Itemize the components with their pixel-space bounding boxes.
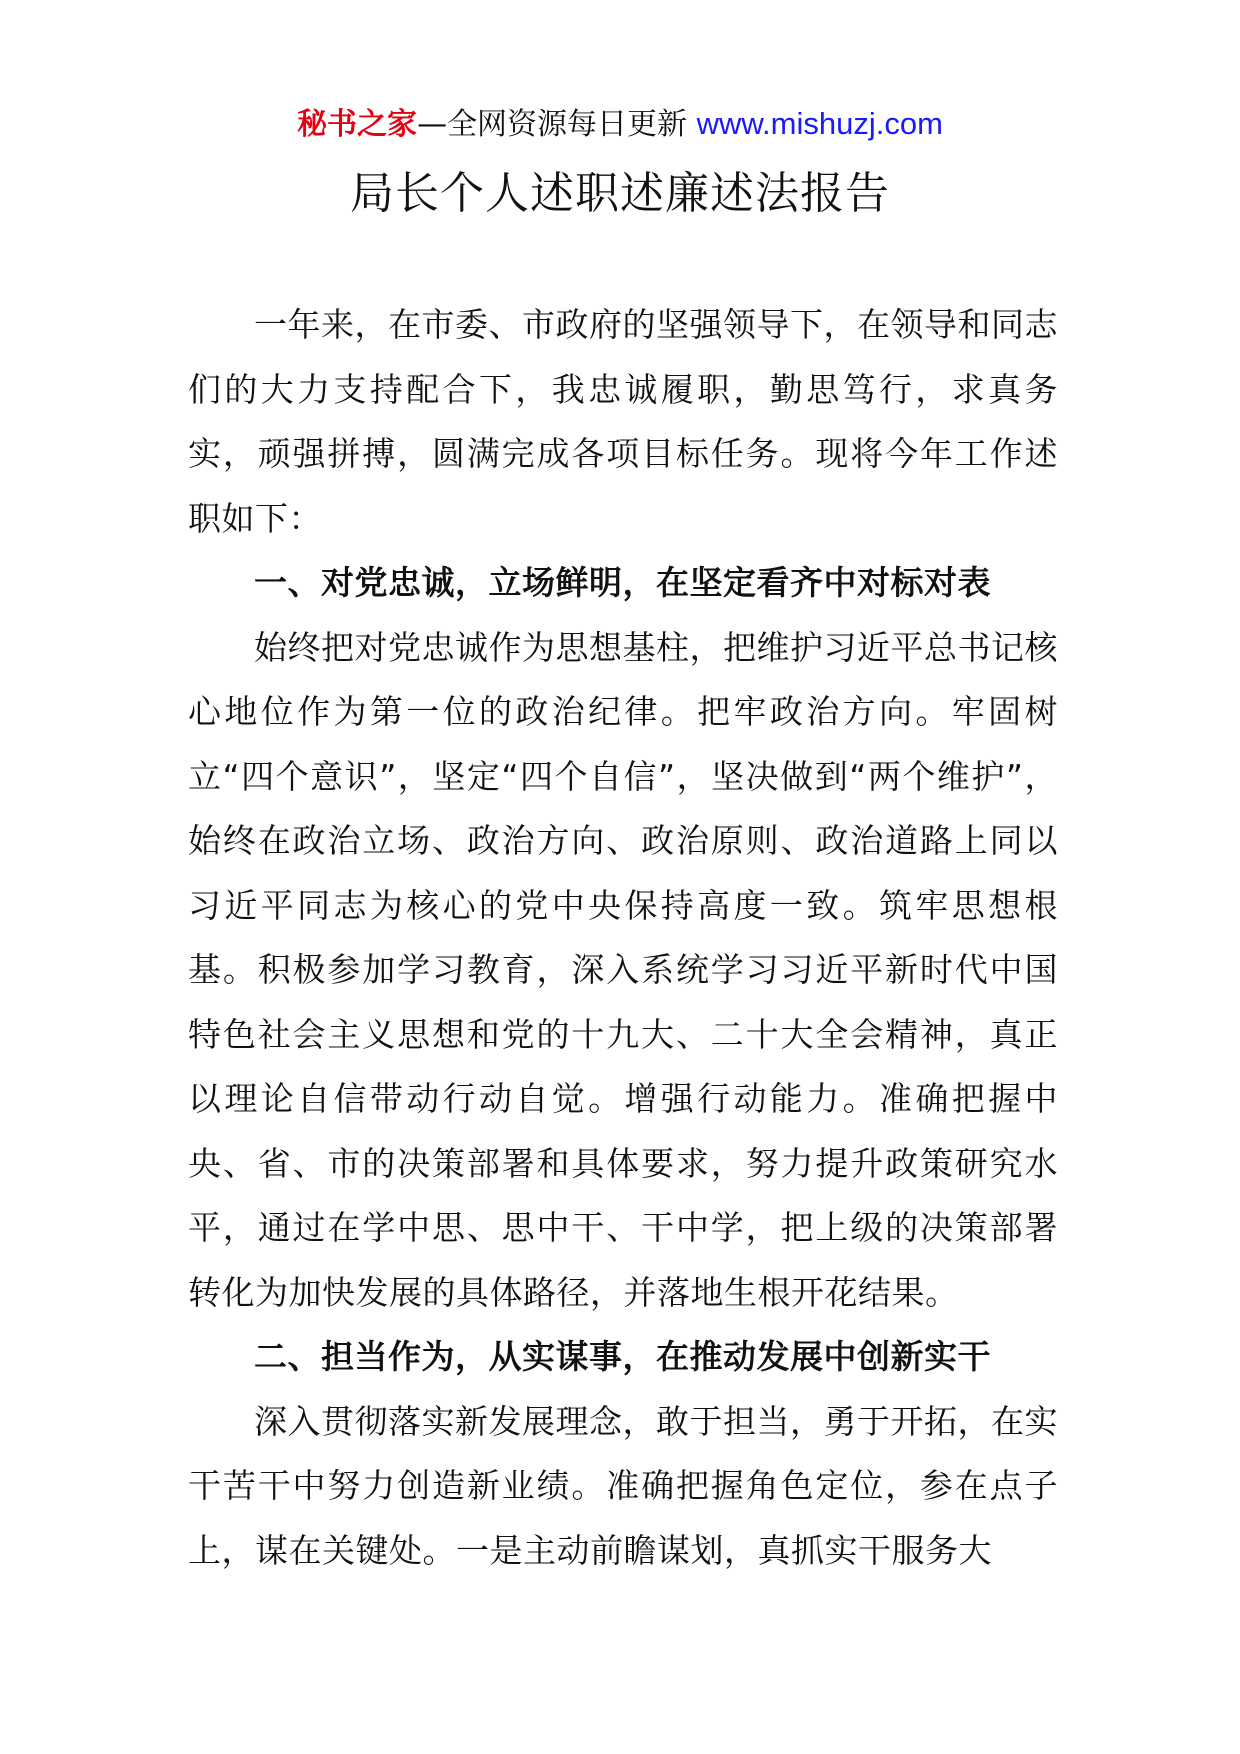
site-header bbox=[0, 104, 1240, 145]
section-paragraph-1: 始终把对党忠诚作为思想基柱，把维护习近平总书记核心地位作为第一位的政治纪律。把牢政治方向。牢固树立“四个意识”，坚定“四个自信”，坚决做到“两个维护”，始终在政治立场、政治方向、政治原则、政治道路上同以习近平同志为核心的党中央保持高度一致。筑牢思想根基。积极参加学习教育，深入系统学习习近平新时代中国特色社会主义思想和党的十九大、二十大全会精神，真正以理论自信带动行动自觉。增强行动能力。准确把握中央、省、市的决策部署和具体要求，努力提升政策研究水平，通过在学中思、思中干、干中学，把上级的决策部署转化为加快发展的具体路径，并落地生根开花结果。 bbox=[188, 627, 1058, 1312]
brand-name: 秘书之家 bbox=[297, 107, 418, 142]
document-title: 局长个人述职述廉述法报告 bbox=[350, 168, 890, 219]
intro-paragraph: 一年来，在市委、市政府的坚强领导下，在领导和同志们的大力支持配合下，我忠诚履职，勤思笃行，求真务实，顽强拼搏，圆满完成各项目标任务。现将今年工作述职如下： bbox=[188, 305, 1058, 538]
site-url-link[interactable]: www.mishuzj.com bbox=[696, 106, 943, 141]
header-tagline: —全网资源每日更新 bbox=[417, 107, 697, 142]
section-paragraph-2: 深入贯彻落实新发展理念，敢于担当，勇于开拓，在实干苦干中努力创造新业绩。准确把握角色定位，参在点子上，谋在关键处。一是主动前瞻谋划，真抓实干服务大 bbox=[188, 1401, 1058, 1570]
section-heading-1: 一、对党忠诚，立场鲜明，在坚定看齐中对标对表 bbox=[254, 563, 991, 602]
section-heading-2: 二、担当作为，从实谋事，在推动发展中创新实干 bbox=[254, 1337, 991, 1376]
document-body bbox=[188, 293, 1058, 1583]
